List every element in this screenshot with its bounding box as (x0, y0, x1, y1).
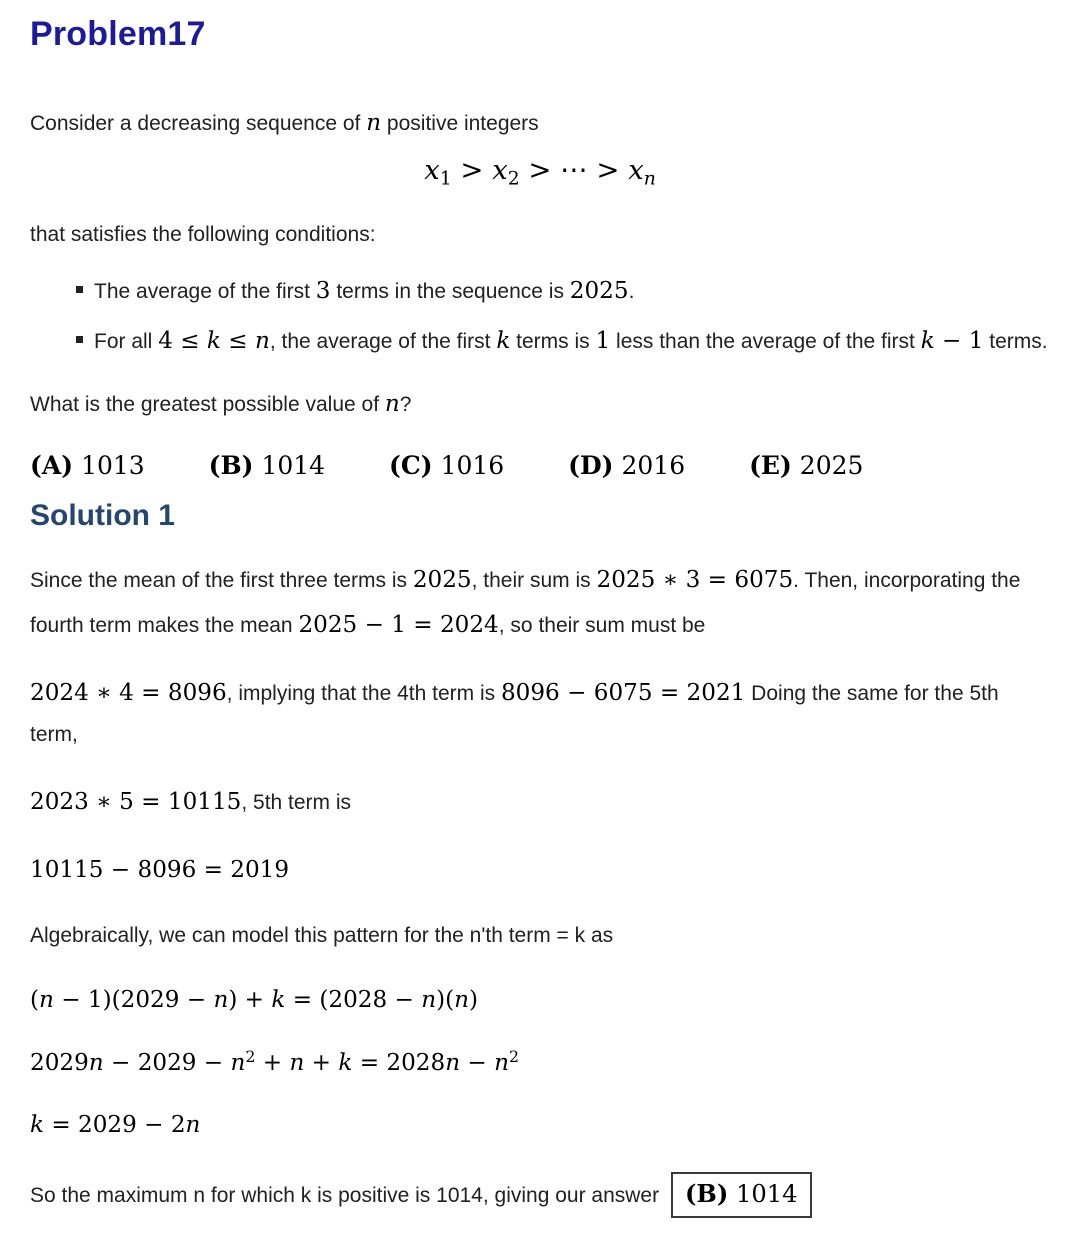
choice-label: (D) (568, 450, 614, 480)
choice-label: (C) (389, 450, 433, 480)
problem-title: Problem17 (30, 15, 206, 53)
choice-value: 1016 (440, 450, 505, 480)
conditions-list (30, 269, 1050, 364)
conditions-lead: that satisfies the following conditions: (30, 222, 376, 246)
answer-choice-b (209, 451, 325, 480)
solution-paragraph-3: 2023 ∗ 5 = 10115, 5th term is (30, 788, 352, 815)
solution-paragraph-4: 10115 − 8096 = 2019 (30, 857, 290, 884)
solution-title: Solution 1 (30, 498, 175, 532)
answer-choice-e (749, 451, 863, 480)
choice-label: (E) (749, 450, 792, 480)
choice-label: (B) (208, 450, 254, 480)
choice-label: (A) (30, 450, 74, 480)
display-math-sequence: $x_1 > x_2$ > ⋯ > $x_n$ (424, 154, 656, 190)
answer-choice-d (568, 451, 685, 480)
answer-choice-a (30, 451, 145, 480)
question-text: What is the greatest possible value of n? (30, 390, 412, 417)
condition-item-2: For all 4 ≤ k ≤ n, the average of the first k terms is 1 less than the average of the first k − 1 terms. (76, 319, 1050, 363)
solution-conclusion (30, 1172, 1050, 1219)
boxed-answer: (B) 1014 (671, 1172, 812, 1219)
problem-page (30, 14, 1050, 1218)
conclusion-text: So the maximum n for which k is positive is 1014, giving our answer (30, 1183, 660, 1207)
solution-equation-1: (n − 1)(2029 − n) + k = (2028 − n)(n) (30, 986, 479, 1013)
choice-value: 2016 (621, 450, 686, 480)
solution-equation-3: k = 2029 − 2n (30, 1111, 201, 1138)
solution-paragraph-2: 2024 ∗ 4 = 8096, implying that the 4th term is 8096 − 6075 = 2021 Doing the same for the 5th term, (30, 680, 999, 747)
solution-equation-2: $2029n - 2029 - n^2 + n + k = 2028n - n^2$ (30, 1046, 520, 1076)
condition-item-1: The average of the first 3 terms in the sequence is 2025. (76, 269, 1050, 313)
answer-choice-c (389, 451, 504, 480)
choice-value: 1014 (261, 450, 326, 480)
problem-intro: Consider a decreasing sequence of n positive integers (30, 109, 539, 136)
answer-choices (30, 448, 1050, 483)
choice-value: 2025 (799, 450, 864, 480)
choice-value: 1013 (81, 450, 145, 480)
solution-paragraph-5: Algebraically, we can model this pattern for the n'th term = k as (30, 924, 614, 948)
solution-paragraph-1: Since the mean of the first three terms is 2025, their sum is 2025 ∗ 3 = 6075. Then, incorporating the fourth term makes the mean 2025 − 1 = 2024, so their sum must be (30, 567, 1021, 638)
